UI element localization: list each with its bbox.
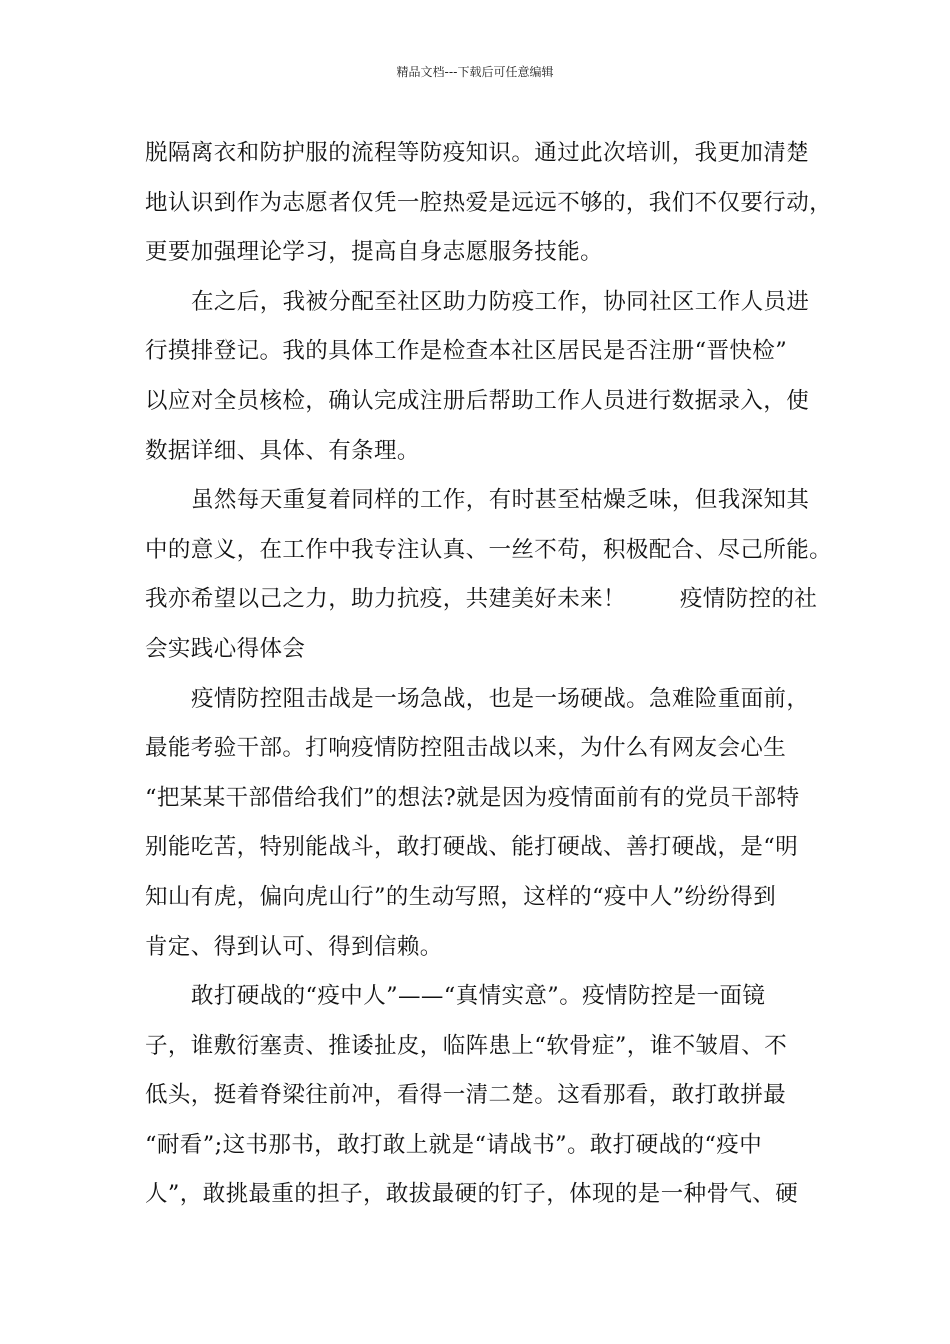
text-line: 最能考验干部。打响疫情防控阻击战以来，为什么有网友会心生 [145, 735, 787, 762]
text-line-segment: 我亦希望以己之力，助力抗疫，共建美好未来！ [145, 586, 626, 613]
text-line: 数据详细、具体、有条理。 [145, 437, 420, 464]
paragraph-start-line: 疫情防控阻击战是一场急战，也是一场硬战。急难险重面前， [191, 685, 810, 712]
text-line: 别能吃苦，特别能战斗，敢打硬战、能打硬战、善打硬战，是“明 [145, 834, 799, 861]
paragraph-start-line: 虽然每天重复着同样的工作，有时甚至枯燥乏味，但我深知其 [191, 487, 810, 514]
text-line: 更要加强理论学习，提高自身志愿服务技能。 [145, 239, 604, 266]
text-line: 知山有虎，偏向虎山行”的生动写照，这样的“疫中人”纷纷得到 [145, 883, 777, 910]
text-line: 子，谁敷衍塞责、推诿扯皮，临阵患上“软骨症”，谁不皱眉、不 [145, 1032, 788, 1059]
section-title-start: 疫情防控的社 [679, 586, 818, 613]
section-title-end: 会实践心得体会 [145, 635, 306, 662]
text-line: 脱隔离衣和防护服的流程等防疫知识。通过此次培训，我更加清楚 [145, 140, 810, 166]
text-line [145, 579, 845, 629]
text-line: 中的意义，在工作中我专注认真、一丝不苟，积极配合、尽己所能。 [145, 536, 833, 563]
text-line: 肯定、得到认可、得到信赖。 [145, 933, 443, 960]
text-line: “耐看”;这书那书，敢打敢上就是“请战书”。敢打硬战的“疫中 [145, 1131, 763, 1158]
text-line: 以应对全员核检，确认完成注册后帮助工作人员进行数据录入，使 [145, 387, 810, 414]
text-line: 地认识到作为志愿者仅凭一腔热爱是远远不够的，我们不仅要行动， [145, 189, 833, 216]
text-line: 人”，敢挑最重的担子，敢拔最硬的钉子，体现的是一种骨气、硬 [145, 1181, 799, 1208]
paragraph-start-line: 敢打硬战的“疫中人”——“真情实意”。疫情防控是一面镜 [191, 983, 766, 1010]
page-header: 精品文档---下载后可任意编辑 [396, 65, 554, 79]
document-body [145, 133, 845, 1224]
text-line: 低头，挺着脊梁往前冲，看得一清二楚。这看那看，敢打敢拼最 [145, 1082, 787, 1109]
text-line: “把某某干部借给我们”的想法?就是因为疫情面前有的党员干部特 [145, 784, 800, 811]
paragraph-start-line: 在之后，我被分配至社区助力防疫工作，协同社区工作人员进 [191, 288, 810, 315]
text-line: 行摸排登记。我的具体工作是检查本社区居民是否注册“晋快检” [145, 338, 788, 365]
